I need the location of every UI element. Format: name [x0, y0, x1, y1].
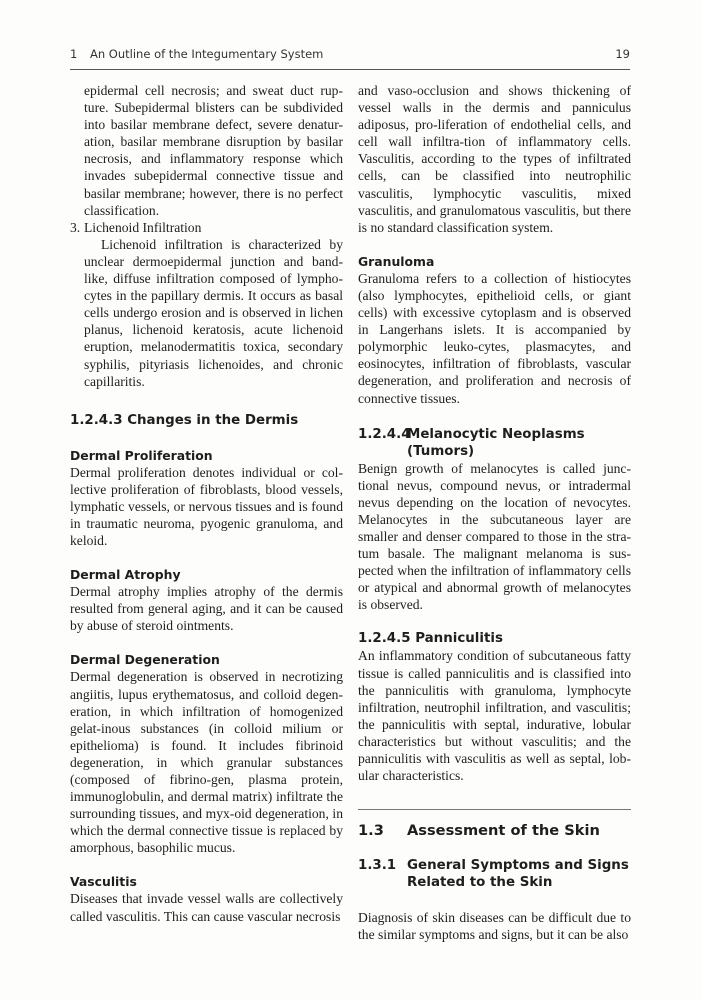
paragraph-vasculitis-continued: and vaso-occlusion and shows thickening of vessel walls in the dermis and panniculus adiposus, pro-liferation of endothelial cells, and cell wall infiltra-tion of inflammatory cells. Vasculitis, according to the types of infiltrated cells, can be classified into neutrophilic vasculitis, lymphocytic vasculitis, mixed vasculitis, and granulomatous vasculitis, but there is no standard classification system. — [358, 83, 631, 235]
header-rule — [70, 69, 630, 70]
paragraph-dermal-proliferation: Dermal proliferation denotes individual or col-lective proliferation of fibroblasts, blood vessels, lymphatic vessels, or nervous tissues and is found in traumatic neuroma, pyogenic granuloma, and keloid. — [70, 464, 343, 549]
subheading-dermal-atrophy: Dermal Atrophy — [70, 567, 181, 583]
chapter-number: 1 — [70, 47, 78, 61]
section-title: Melanocytic Neoplasms (Tumors) — [407, 426, 585, 459]
section-number: 1.3.1 — [358, 858, 397, 874]
subheading-granuloma: Granuloma — [358, 253, 435, 269]
section-heading-1243 — [70, 412, 343, 429]
subheading-dermal-degeneration: Dermal Degeneration — [70, 652, 220, 668]
section-title: General Symptoms and Signs Related to the Skin — [407, 858, 629, 891]
paragraph-granuloma: Granuloma refers to a collection of histiocytes (also lymphocytes, epithelioid cells, or giant cells) with excessive cytoplasm and is observed in Langerhans islets. It is accompanied by polymorphic leuko-cytes, plasmacytes, and eosinocytes, infiltration of fibroblasts, vascular degeneration, and proliferation and necrosis of connective tissues. — [358, 270, 631, 406]
section-title: 1.2.4.5 Panniculitis — [358, 631, 503, 647]
section-heading-1245 — [358, 630, 631, 647]
section-number: 1.2.4.4 — [358, 426, 411, 442]
subheading-dermal-proliferation: Dermal Proliferation — [70, 447, 213, 463]
section-heading-131 — [358, 857, 631, 891]
right-column — [358, 82, 631, 943]
section-title: 1.2.4.3 Changes in the Dermis — [70, 412, 299, 428]
list-marker: 3. — [70, 219, 81, 235]
section-number: 1.3 — [358, 822, 384, 840]
subheading-vasculitis: Vasculitis — [70, 874, 137, 890]
page-number: 19 — [615, 47, 630, 61]
paragraph-vasculitis: Diseases that invade vessel walls are collectively called vasculitis. This can cause vascular necrosis — [70, 891, 343, 924]
chapter-title: An Outline of the Integumentary System — [90, 47, 324, 61]
paragraph-lichenoid: Lichenoid infiltration is characterized by unclear dermoepidermal junction and band-like, diffuse infiltration composed of lympho-cytes in the papillary dermis. It occurs as basal cells undergo erosion and is observed in lichen planus, lichenoid keratosis, acute lichenoid eruption, melanodermatitis toxica, secondary syphilis, pityriasis lichenoides, and chronic capillaritis. — [84, 236, 343, 389]
list-item-lichenoid — [70, 219, 343, 236]
paragraph-subepidermal: epidermal cell necrosis; and sweat duct rup-ture. Subepidermal blisters can be subdivided into basilar membrane defect, severe denatur-ation, basilar membrane disruption by basilar necrosis, and inflammatory response which invades subepidermal connective tissue and basilar membrane; however, there is no perfect classification. — [84, 83, 343, 218]
paragraph-dermal-atrophy: Dermal atrophy implies atrophy of the dermis resulted from general aging, and it can be caused by abuse of steroid ointments. — [70, 584, 343, 634]
section-heading-1244 — [358, 426, 631, 460]
paragraph-melanocytic: Benign growth of melanocytes is called junc-tional nevus, compound nevus, or intradermal nevus depending on the location of nevocytes. Melanocytes in the subcutaneous layer are smaller and denser compared to those in the stra-tum basale. The malignant melanoma is sus-pected when the infiltration of inflammatory cells or atypical and abnormal growth of melanocytes is observed. — [358, 460, 631, 613]
list-item-title: Lichenoid Infiltration — [84, 219, 202, 235]
section-heading-13 — [358, 822, 631, 839]
paragraph-diagnosis: Diagnosis of skin diseases can be difficult due to the similar symptoms and signs, but it can be also — [358, 910, 631, 943]
paragraph-panniculitis: An inflammatory condition of subcutaneous fatty tissue is called panniculitis and is classified into the panniculitis with granuloma, lymphocyte infiltration, neutrophil infiltration, and vasculitis; the panniculitis with septal, indurative, lobular characteristics but without vasculitis; and the panniculitis with vasculitis as well as septal, lob-ular characteristics. — [358, 648, 631, 784]
paragraph-dermal-degeneration: Dermal degeneration is observed in necrotizing angiitis, lupus erythematosus, and colloid degen-eration, in which infiltration of homogenized gelat-inous substances (in colloid milium or epithelioma) is found. It includes fibrinoid degeneration, in which granular substances (composed of fibrino-gen, plasma protein, immunoglobulin, and dermal matrix) infiltrate the surrounding tissues, and myx-oid degeneration, in which the dermal connective tissue is replaced by amorphous, basophilic mucus. — [70, 669, 343, 856]
running-header — [70, 47, 630, 67]
left-column — [70, 82, 343, 925]
section-title: Assessment of the Skin — [407, 822, 600, 840]
